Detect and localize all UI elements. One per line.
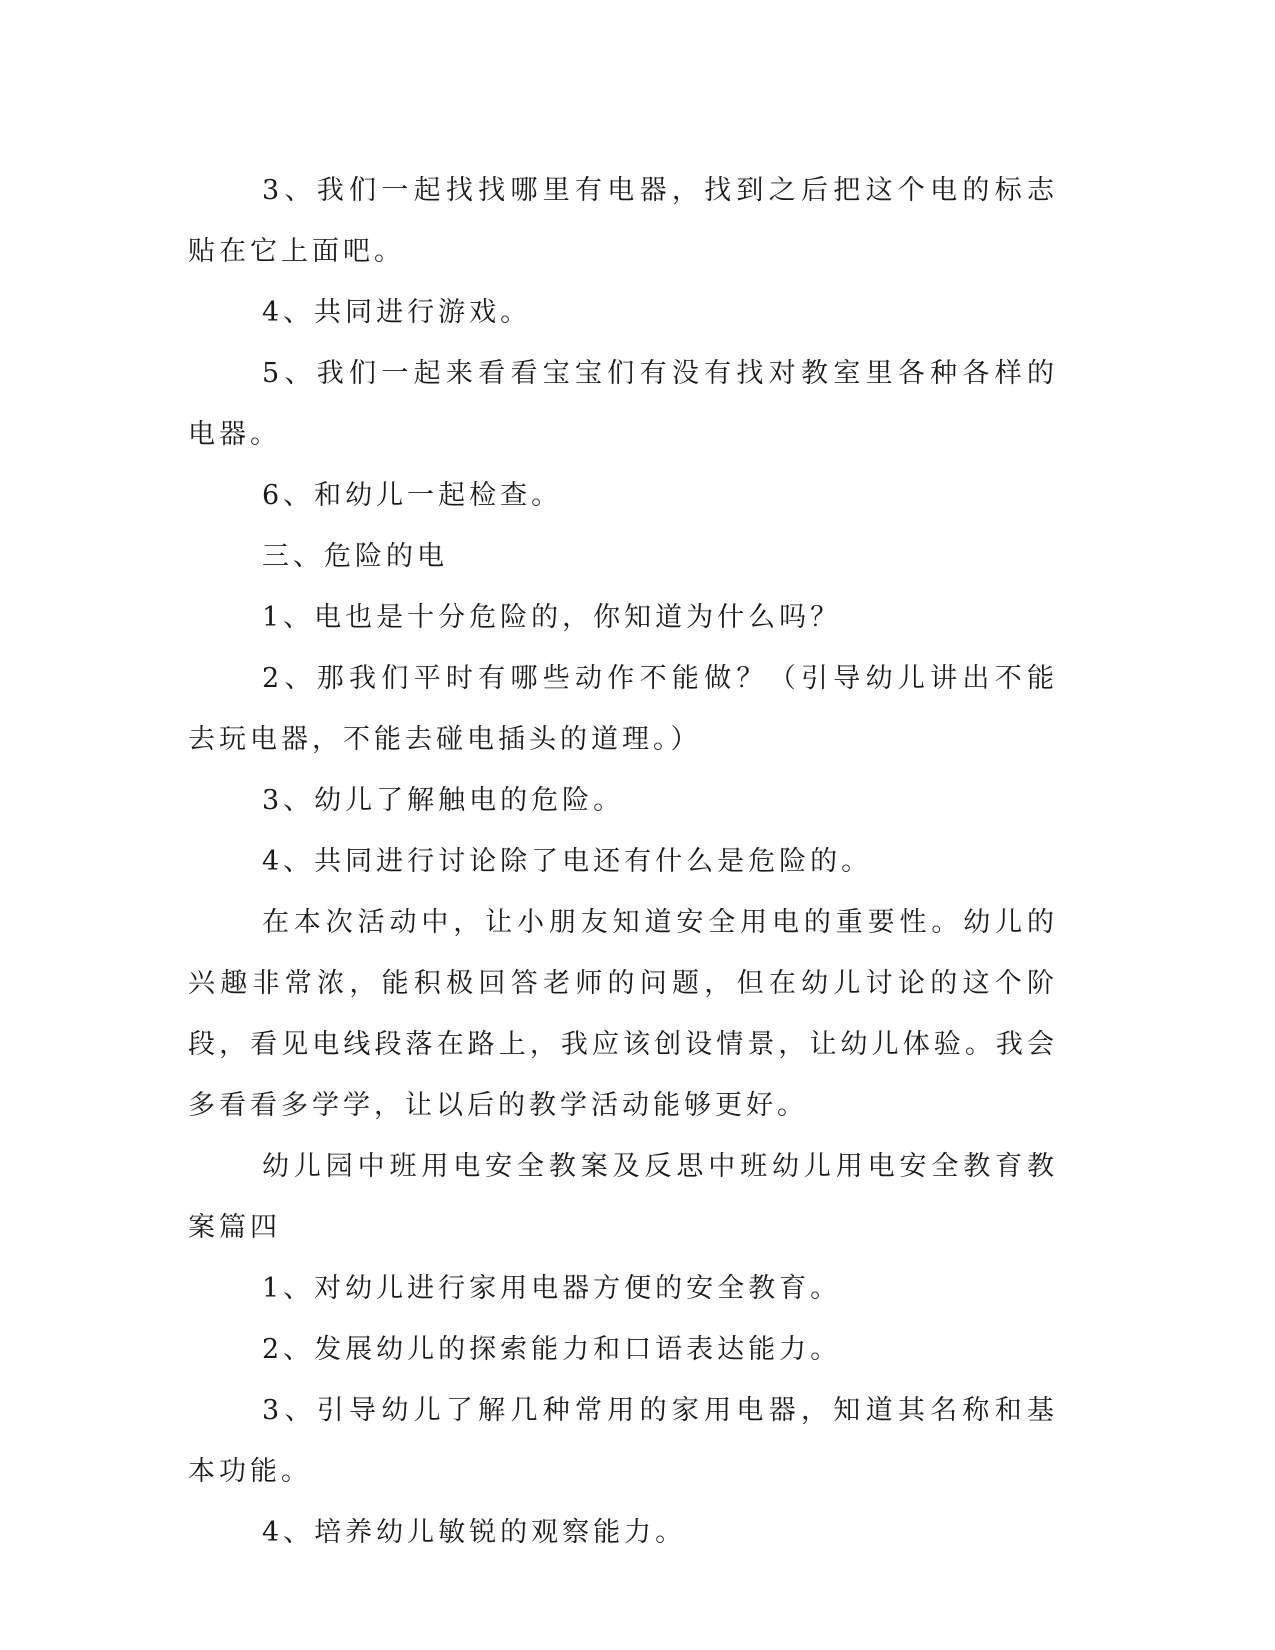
section-heading-dangerous-electricity: 三、危险的电 (262, 541, 448, 572)
document-body (188, 160, 1058, 1563)
paragraph-step-3-find-appliances: 3、我们一起找找哪里有电器，找到之后把这个电的标志贴在它上面吧。 (188, 175, 1058, 267)
paragraph-danger-2: 2、那我们平时有哪些动作不能做？（引导幼儿讲出不能去玩电器，不能去碰电插头的道理。） (188, 663, 1058, 755)
paragraph-step-4-play-game: 4、共同进行游戏。 (262, 297, 532, 328)
objective-2: 2、发展幼儿的探索能力和口语表达能力。 (262, 1334, 842, 1365)
paragraph-step-6-check-together: 6、和幼儿一起检查。 (262, 480, 563, 511)
lesson-plan-title: 幼儿园中班用电安全教案及反思中班幼儿用电安全教育教案篇四 (188, 1151, 1058, 1243)
paragraph-danger-3: 3、幼儿了解触电的危险。 (262, 785, 625, 816)
paragraph-danger-4: 4、共同进行讨论除了电还有什么是危险的。 (262, 846, 873, 877)
objective-3: 3、引导幼儿了解几种常用的家用电器，知道其名称和基本功能。 (188, 1395, 1058, 1487)
objective-4: 4、培养幼儿敏锐的观察能力。 (262, 1517, 687, 1548)
paragraph-danger-1: 1、电也是十分危险的，你知道为什么吗？ (262, 602, 842, 633)
paragraph-reflection: 在本次活动中，让小朋友知道安全用电的重要性。幼儿的兴趣非常浓，能积极回答老师的问题，但在幼儿讨论的这个阶段，看见电线段落在路上，我应该创设情景，让幼儿体验。我会多看看多学学，让以后的教学活动能够更好。 (188, 907, 1058, 1121)
paragraph-step-5-check-appliances: 5、我们一起来看看宝宝们有没有找对教室里各种各样的电器。 (188, 358, 1058, 450)
objective-1: 1、对幼儿进行家用电器方便的安全教育。 (262, 1273, 842, 1304)
